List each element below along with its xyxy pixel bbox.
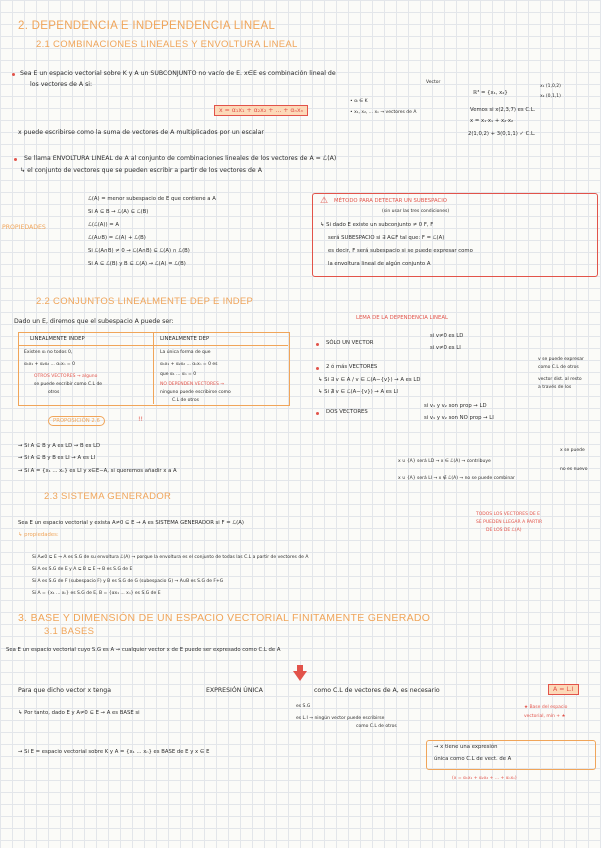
base-unique-formula: (x = α₁x₁ + α₂x₂ + ... + αₙxₙ) <box>452 776 517 781</box>
indep-line-2: α₁x₁ + α₂x₂ ... αₙxₙ = 0 <box>24 362 75 367</box>
dos-o-mas: 2 ó más VECTORES <box>326 364 378 370</box>
table-header-indep: LINEALMENTE INDEP <box>30 336 85 342</box>
down-arrow-head <box>293 671 307 681</box>
example-question: Vemos si x(2,3,7) es C.L. <box>470 107 536 113</box>
section-3-title: 3. BASE Y DIMENSIÓN DE UN ESPACIO VECTORIAL FINITAMENTE GENERADO <box>18 612 431 624</box>
base-intro: Sea E un espacio vectorial cuyo S.G es A → cualquier vector x de E puede ser expresado como C.L de A <box>6 647 281 653</box>
section-2-2-title: 2.2 CONJUNTOS LINEALMENTE DEP E INDEP <box>36 296 254 307</box>
example-result: 2(1,0,2) + 3(0,1,1) ✓ C.L. <box>468 131 536 137</box>
indep-line-1: Existen αᵢ no todos 0, <box>24 350 73 355</box>
sg-prop-item: Si A es S.G de F (subespacio F) y B es S.G de G (subespacio G) → A∪B es S.G de F+G <box>32 579 224 584</box>
dos-note-3: vector dist. al resto <box>538 377 582 382</box>
dos-note-4: a través de los <box>538 385 572 390</box>
table-header-rule <box>18 345 288 346</box>
example-x1: x₁ (1,0,2) <box>540 84 561 89</box>
base-condition-c: como C.L de vectores de A, es necesario <box>314 687 440 694</box>
properties-label: PROPIEDADES <box>2 224 46 231</box>
example-equation: x = x₁·x₁ + x₂·x₂ <box>470 118 514 124</box>
dos-note-1: v se puede expresar <box>538 357 584 362</box>
base-condition-a: Para que dicho vector x tenga <box>18 687 111 694</box>
solo-li: si v≠0 es LI <box>430 345 461 351</box>
cl-def-line-2: los vectores de A si: <box>30 81 93 88</box>
base-note-1: ★ Base del espacio <box>524 705 568 710</box>
dos-vectores-ld: si v₁ y v₂ son prop → LD <box>424 403 487 409</box>
envoltura-explanation: ↳ el conjunto de vectores que se pueden escribir a partir de los vectores de A <box>20 167 262 174</box>
dos-note-2: como C.L de otros <box>538 365 579 370</box>
proposicion-2-6: PROPOSICIÓN 2.6 <box>48 416 105 426</box>
sg-note-3: DE LOS DE ℒ(A) <box>486 528 522 533</box>
sg-prop-item: Si A≠0 ⊆ E → A es S.G de su envoltura ℒ(A) → porque la envoltura es el conjunto de todas las C.L a partir de vectores de A <box>32 555 309 560</box>
lema-title: LEMA DE LA DEPENDENCIA LINEAL <box>356 315 448 321</box>
property-item: Si ℒ(A∩B) ≠ 0 → ℒ(A∩B) ⊆ ℒ(A) ∩ ℒ(B) <box>88 248 190 254</box>
dos-o-mas-ld: ↳ Si ∃ v ∈ A / v ∈ ℒ(A−{v}) → A es LD <box>318 377 421 383</box>
sg-note-1: TODOS LOS VECTORES DE E <box>476 512 540 517</box>
s22-intro: Dado un E, diremos que el subespacio A puede ser: <box>14 318 174 325</box>
implication-note-1: x se puede <box>560 448 585 453</box>
dos-o-mas-li: ↳ Si ∄ v ∈ ℒ(A−{v}) → A es LI <box>318 389 398 395</box>
implication-note-2: no es nuevo <box>560 467 588 472</box>
example-x2: x₂ (0,1,1) <box>540 94 561 99</box>
implication-3: → Si A = {x₁ ... xₙ} es LI y x∈E−A, si queremos añadir x a A <box>18 468 177 474</box>
dos-vectores: DOS VECTORES <box>326 409 368 415</box>
property-item: ℒ(ℒ(A)) = A <box>88 222 119 228</box>
base-unique-premise: → Si E = espacio vectorial sobre K y A = {x₁ ... xₙ} es BASE de E y x ∈ E <box>18 749 210 755</box>
formula-cond-2: • x₁, x₂, ... xₙ → vectores de A <box>350 110 417 115</box>
bullet <box>316 343 319 346</box>
bullet <box>316 367 319 370</box>
base-def-sg: es S.G <box>296 704 311 709</box>
base-unique-conclusion-1: → x tiene una expresión <box>434 744 498 750</box>
base-def: ↳ Por tanto, dado E y A≠0 ⊆ E → A es BASE si <box>18 710 140 716</box>
table-header-dep: LINEALMENTE DEP <box>160 336 210 342</box>
bullet <box>14 158 17 161</box>
metodo-subtitle: (sin usar las tres condiciones) <box>382 209 450 214</box>
metodo-line-1: ↳ Si dado E existe un subconjunto ≠ 0 F, F <box>320 222 434 228</box>
metodo-line-2: será SUBESPACIO si ∃ A⊆F tal que: F = ℒ(A) <box>328 235 445 241</box>
table-divider <box>153 332 154 404</box>
sg-prop-item: Si A = {x₁ ... xₙ} es S.G de E, B = {αx₁ ... xₙ} es S.G de E <box>32 591 161 596</box>
cl-formula: x = α₁x₁ + α₂x₂ + ... + αₙxₙ <box>214 105 308 116</box>
vector-label: Vector <box>426 80 441 85</box>
dep-line-4: NO DEPENDEN VECTORES → <box>160 382 225 387</box>
property-item: ℒ(A∪B) = ℒ(A) + ℒ(B) <box>88 235 146 241</box>
sg-prop-item: Si A es S.G de E y A ⊆ B ⊆ E → B es S.G de E <box>32 567 133 572</box>
dep-line-5: ninguno puede escribirse como <box>160 390 231 395</box>
section-2-1-title: 2.1 COMBINACIONES LINEALES Y ENVOLTURA LINEAL <box>36 39 298 50</box>
metodo-title: MÉTODO PARA DETECTAR UN SUBESPACIO <box>334 198 447 204</box>
indep-line-4: se puede escribir como C.L de <box>34 382 103 387</box>
base-condition-li: A = L.I <box>548 684 579 695</box>
implication-result-li: x ∪ {A} será LI → x ∉ ℒ(A) → no se puede combinar <box>398 476 515 481</box>
bullet <box>12 73 15 76</box>
section-2-3-title: 2.3 SISTEMA GENERADOR <box>44 491 172 502</box>
dep-line-3: que α₁ ... αₙ = 0 <box>160 372 197 377</box>
implication-2: → Si A ⊆ B y B es LI → A es LI <box>18 455 96 461</box>
base-condition-b: EXPRESIÓN ÚNICA <box>206 687 263 694</box>
base-def-li-2: como C.L de otros <box>356 724 397 729</box>
prop-exclaim: !! <box>138 416 143 423</box>
indep-line-5: otros <box>48 390 60 395</box>
example-set: ℝ³ = {x₁, x₂} <box>473 90 508 96</box>
property-item: Si A ⊆ B → ℒ(A) ⊆ ℒ(B) <box>88 209 149 215</box>
dos-vectores-li: si v₁ y v₂ son NO prop → LI <box>424 415 494 421</box>
formula-cond-1: • αᵢ ∈ K <box>350 99 368 104</box>
property-item: Si A ⊆ ℒ(B) y B ⊆ ℒ(A) → ℒ(A) = ℒ(B) <box>88 261 186 267</box>
metodo-line-4: la envoltura lineal de algún conjunto A <box>328 261 431 267</box>
bullet <box>316 412 319 415</box>
base-note-2: vectorial, mín + ★ <box>524 714 566 719</box>
base-unique-conclusion-2: única como C.L de vect. de A <box>434 756 512 762</box>
base-def-li: es L.I → ningún vector puede escribirse <box>296 716 385 721</box>
sg-props-label: ↳ propiedades: <box>18 532 59 538</box>
dep-line-2: α₁x₁ + α₂x₂ ... αₙxₙ = 0 es <box>160 362 218 367</box>
dep-line-1: La única forma de que <box>160 350 211 355</box>
solo-un-vector: SÓLO UN VECTOR <box>326 340 374 346</box>
section-2-title: 2. DEPENDENCIA E INDEPENDENCIA LINEAL <box>18 20 276 32</box>
implication-result-ld: x ∪ {A} será LD → x ∈ ℒ(A) → contribuye <box>398 459 491 464</box>
section-3-1-title: 3.1 BASES <box>44 626 95 637</box>
implication-1: → Si A ⊆ B y A es LD → B es LD <box>18 443 101 449</box>
sg-def: Sea E un espacio vectorial y exista A≠0 ⊆ E → A es SISTEMA GENERADOR si F = ℒ(A) <box>18 520 244 526</box>
property-item: ℒ(A) = menor subespacio de E que contiene a A <box>88 196 216 202</box>
sg-note-2: SE PUEDEN LLEGAR A PARTIR <box>476 520 543 525</box>
warning-icon: ⚠ <box>320 196 329 206</box>
solo-ld: si v≠0 es LD <box>430 333 464 339</box>
envoltura-def: Se llama ENVOLTURA LINEAL de A al conjunto de combinaciones lineales de los vectores de A = ℒ(A) <box>24 155 337 162</box>
cl-def-line-1: Sea E un espacio vectorial sobre K y A un SUBCONJUNTO no vacío de E. x∈E es combinación lineal de <box>20 70 336 77</box>
cl-note: x puede escribirse como la suma de vectores de A multiplicados por un escalar <box>18 129 264 136</box>
metodo-line-3: es decir, F será subespacio si se puede expresar como <box>328 248 473 254</box>
indep-line-3: OTROS VECTORES → alguno <box>34 374 98 379</box>
dep-line-6: C.L de otros <box>172 398 199 403</box>
